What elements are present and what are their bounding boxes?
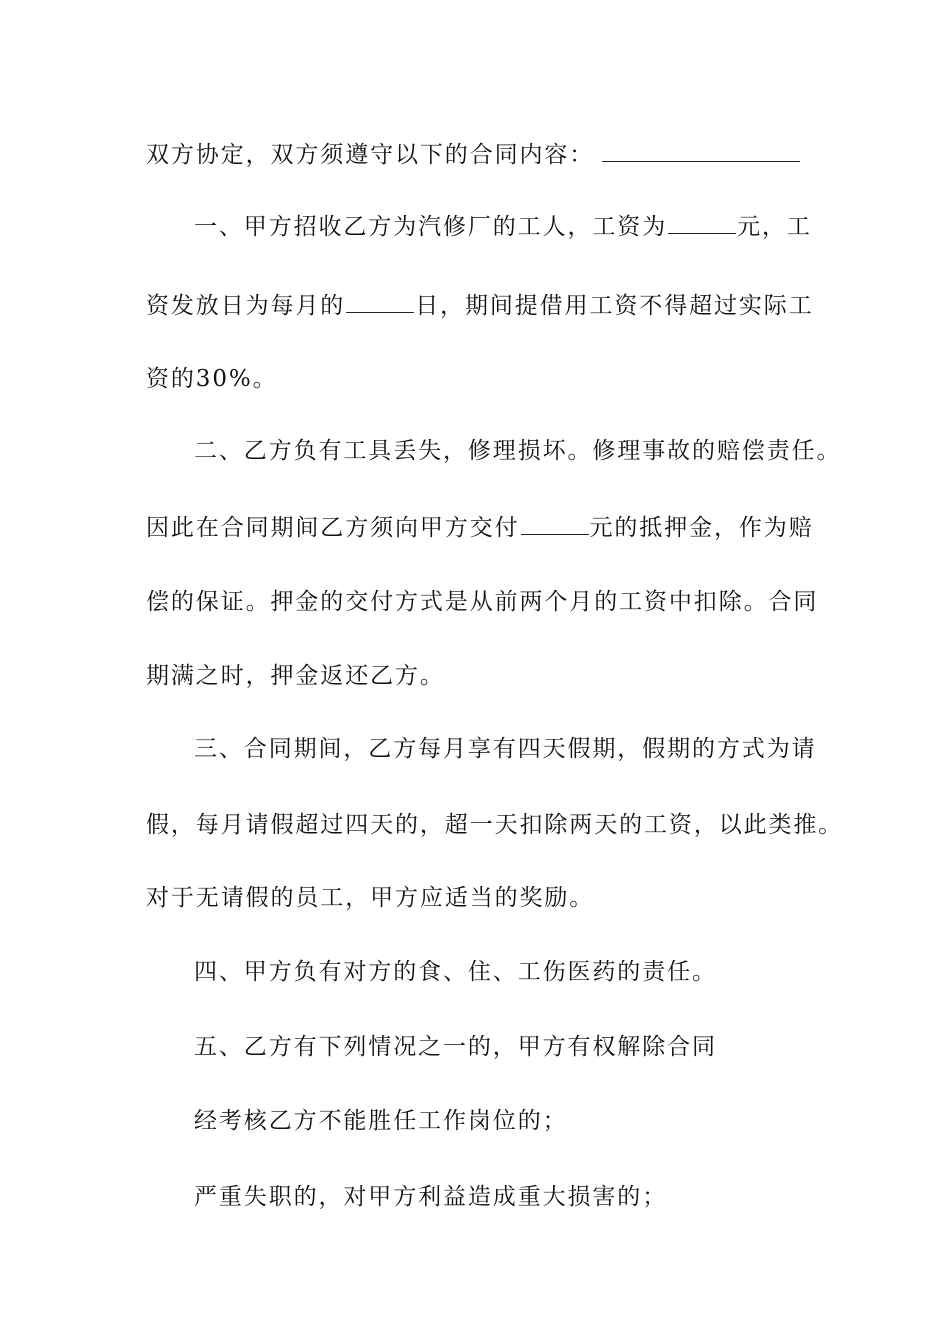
line-text: 元，工 — [737, 214, 812, 240]
line-text: 对于无请假的员工，甲方应适当的奖励。 — [146, 885, 595, 911]
text-line — [146, 587, 819, 617]
line-text: 资的30%。 — [146, 366, 278, 392]
text-line — [194, 211, 864, 242]
line-text: 期满之时，押金返还乙方。 — [146, 663, 445, 689]
text-line — [194, 734, 864, 764]
fill-blank — [346, 290, 414, 313]
text-line — [194, 436, 864, 466]
text-line — [194, 1032, 864, 1062]
text-line — [146, 512, 816, 543]
line-text: 五、乙方有下列情况之一的，甲方有权解除合同 — [194, 1034, 717, 1060]
text-line — [146, 364, 816, 394]
line-text: 资发放日为每月的 — [146, 293, 346, 319]
line-text: 一、甲方招收乙方为汽修厂的工人，工资为 — [194, 214, 668, 240]
line-text: 偿的保证。押金的交付方式是从前两个月的工资中扣除。合同 — [146, 589, 819, 615]
text-line — [194, 957, 864, 987]
text-line — [146, 290, 816, 321]
line-text: 四、甲方负有对方的食、住、工伤医药的责任。 — [194, 959, 717, 985]
fill-blank — [521, 512, 589, 535]
line-text: 严重失职的，对甲方利益造成重大损害的； — [194, 1184, 668, 1210]
line-text: 元的抵押金，作为赔 — [589, 515, 814, 541]
line-text: 二、乙方负有工具丢失，修理损坏。修理事故的赔偿责任。 — [194, 438, 842, 464]
text-line — [194, 1182, 864, 1212]
line-text: 日，期间提借用工资不得超过实际工 — [415, 293, 814, 319]
line-text: 假，每月请假超过四天的，超一天扣除两天的工资，以此类推。 — [146, 812, 844, 838]
line-text: 经考核乙方不能胜任工作岗位的； — [194, 1108, 568, 1134]
text-line — [146, 661, 816, 691]
line-text: 双方协定，双方须遵守以下的合同内容： — [146, 142, 595, 168]
fill-blank — [668, 211, 736, 234]
text-line — [146, 883, 816, 913]
text-line — [146, 139, 816, 170]
text-line — [194, 1106, 864, 1136]
line-text: 三、合同期间，乙方每月享有四天假期，假期的方式为请 — [194, 736, 817, 762]
text-line — [146, 810, 844, 840]
fill-blank — [602, 139, 800, 162]
line-text: 因此在合同期间乙方须向甲方交付 — [146, 515, 520, 541]
